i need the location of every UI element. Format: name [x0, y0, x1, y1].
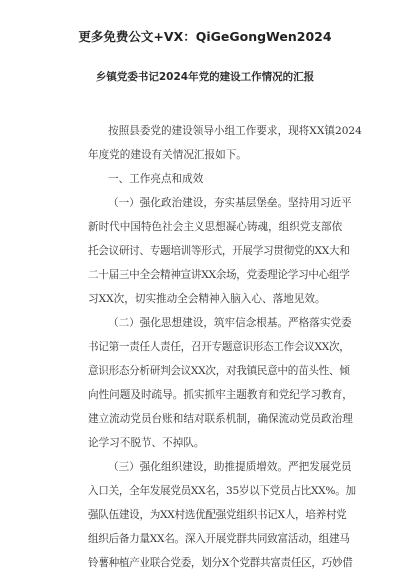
section-heading: 一、工作亮点和成效 [108, 173, 204, 185]
paragraph-line: 新时代中国特色社会主义思想凝心铸魂，组织党支部依 [88, 221, 343, 233]
paragraph-line: 强队伍建设，为XX村选优配强党组织书记X人，培养村党 [88, 509, 347, 521]
paragraph-line: 年度党的建设有关情况汇报如下。 [88, 149, 247, 161]
paragraph-line: 意识形态分析研判会议XX次，对我镇民意中的苗头性、倾 [88, 365, 350, 377]
paragraph-line: 建立流动党员台账和结对联系机制，确保流动党员政治理 [88, 413, 353, 425]
paragraph-line: 托会议研讨、专题培训等形式，开展学习贯彻党的XX大和 [88, 245, 350, 257]
paragraph-line: （一）强化政治建设，夯实基层堡垒。坚持用习近平 [108, 197, 352, 209]
paragraph-line: 按照县委党的建设领导小组工作要求，现将XX镇2024 [108, 125, 362, 137]
promo-header: 更多免费公文+VX：QiGeGongWen2024 [78, 29, 332, 44]
paragraph-line: 组织后备力量XX名。深入开展党群共同致富活动，组建马 [88, 533, 350, 545]
paragraph-line: 书记第一责任人责任，召开专题意识形态工作会议XX次， [88, 341, 350, 353]
paragraph-line: 二十届三中全会精神宣讲XX余场，党委理论学习中心组学 [88, 269, 350, 281]
paragraph-line: 铃薯种植产业联合党委，划分X个党群共富责任区，巧妙借 [88, 557, 353, 569]
paragraph-line: 论学习不脱节、不掉队。 [88, 437, 205, 449]
paragraph-line: （二）强化思想建设，筑牢信念根基。严格落实党委 [108, 317, 352, 329]
document-title: 乡镇党委书记2024年党的建设工作情况的汇报 [95, 71, 315, 83]
paragraph-line: 入口关，全年发展党员XX名，35岁以下党员占比XX%。加 [88, 485, 356, 497]
paragraph-line: 习XX次，切实推动全会精神入脑入心、落地见效。 [88, 293, 326, 305]
paragraph-line: 向性问题及时疏导。抓实抓牢主题教育和党纪学习教育， [88, 389, 353, 401]
paragraph-line: （三）强化组织建设，助推提质增效。严把发展党员 [108, 461, 352, 473]
